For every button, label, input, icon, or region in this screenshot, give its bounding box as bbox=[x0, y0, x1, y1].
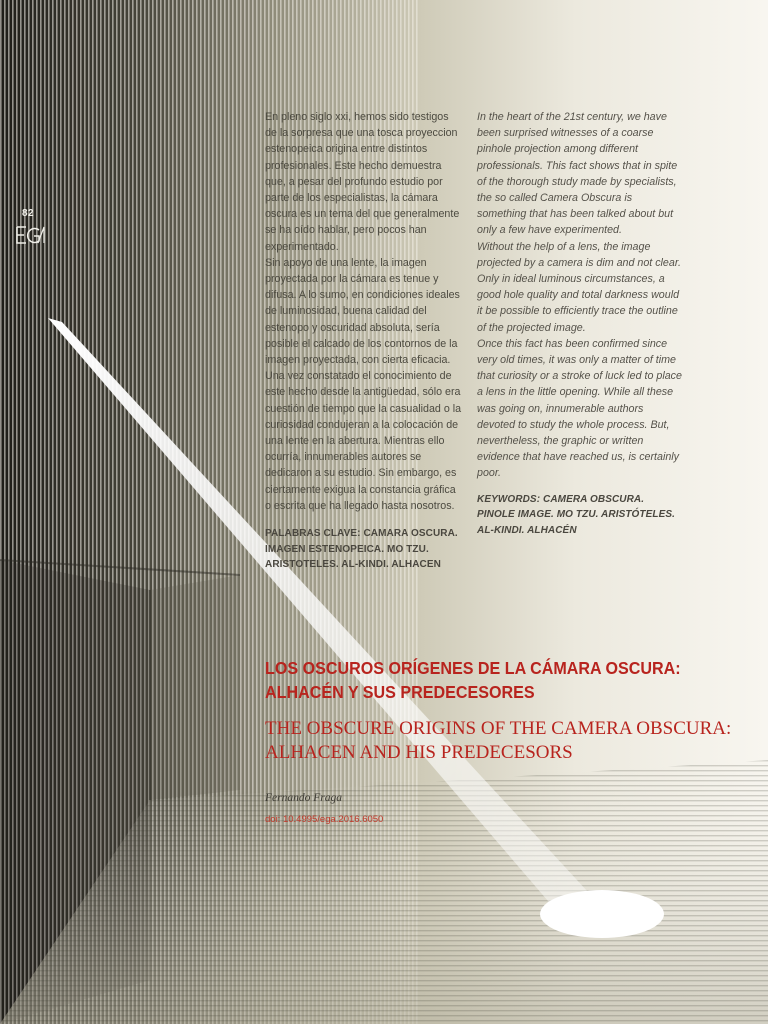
title-es-line: ALHACÉN Y SUS PREDECESORES bbox=[265, 682, 535, 702]
title-es-line: LOS OSCUROS ORÍGENES DE LA CÁMARA OSCURA: bbox=[265, 658, 681, 678]
abstract-es-paragraph: Una vez constatado el conocimiento de este hecho desde la antigüedad, sólo era cuestión de tiempo que la casualidad o la curiosidad condujeran a la colocación de una lente en la abertura. Mientras ello ocurría, innumerables autores se dedicaron a su estudio. Sin embargo, es ciertamente exigua la constancia gráfica o escrita que ha llegado hasta nosotros. bbox=[265, 370, 462, 512]
abstract-en-paragraph: Once this fact has been confirmed since very old times, it was only a matter of time that curiosity or a stroke of luck led to place a lens in the little opening. While all these was going on, innumerable authors devoted to study the whole process. But, nevertheless, the graphic or written evidence that have reached us, is certainly poor. bbox=[477, 337, 682, 480]
article-title-spanish bbox=[265, 656, 707, 704]
abstract-en-paragraph: In the heart of the 21st century, we have been surprised witnesses of a coarse pinhole projection among different professionals. This fact shows that in spite of the thorough study made by specialists, the so called Camera Obscura is something that has been talked about but only a few have experimented. bbox=[477, 111, 678, 237]
abstract-en-paragraph: Without the help of a lens, the image projected by a camera is dim and not clear. Only in ideal luminous circumstances, a good hole quality and total darkness would it be possible to efficiently trace the outline of the projected image. bbox=[477, 240, 681, 334]
abstract-spanish bbox=[265, 109, 463, 573]
doi-link[interactable]: doi: 10.4995/ega.2016.6050 bbox=[265, 814, 384, 825]
keywords-spanish: PALABRAS CLAVE: CAMARA OSCURA. IMAGEN ESTENOPEICA. MO TZU. ARISTOTELES. AL-KINDI. ALHACEN bbox=[265, 528, 458, 571]
keywords-english: KEYWORDS: CAMERA OBSCURA. PINOLE IMAGE. MO TZU. ARISTÓTELES. AL-KINDI. ALHACÉN bbox=[477, 493, 676, 536]
abstract-es-paragraph: En pleno siglo xxi, hemos sido testigos de la sorpresa que una tosca proyeccion estenopeica origina entre distintos profesionales. Este hecho demuestra que, a pesar del profundo estudio por parte de los especialistas, la cámara oscura es un tema del que generalmente se ha oído hablar, pero pocos han experimentado. bbox=[265, 111, 460, 253]
journal-logo-icon bbox=[15, 224, 45, 246]
title-en-line: THE OBSCURE ORIGINS OF THE CAMERA OBSCURA: bbox=[265, 718, 732, 739]
abstract-english bbox=[477, 109, 682, 538]
article-title-english bbox=[265, 717, 745, 765]
page-number: 82 bbox=[22, 208, 35, 219]
author-name: Fernando Fraga bbox=[265, 792, 342, 804]
abstract-es-paragraph: Sin apoyo de una lente, la imagen proyectada por la cámara es tenue y difusa. A lo sumo, en condiciones ideales de luminosidad, buena calidad del estenopo y oscuridad absoluta, sería posible el calcado de los contornos de la imagen proyectada, con cierta eficacia. bbox=[265, 256, 460, 367]
title-en-line: ALHACEN AND HIS PREDECESORS bbox=[265, 742, 573, 763]
